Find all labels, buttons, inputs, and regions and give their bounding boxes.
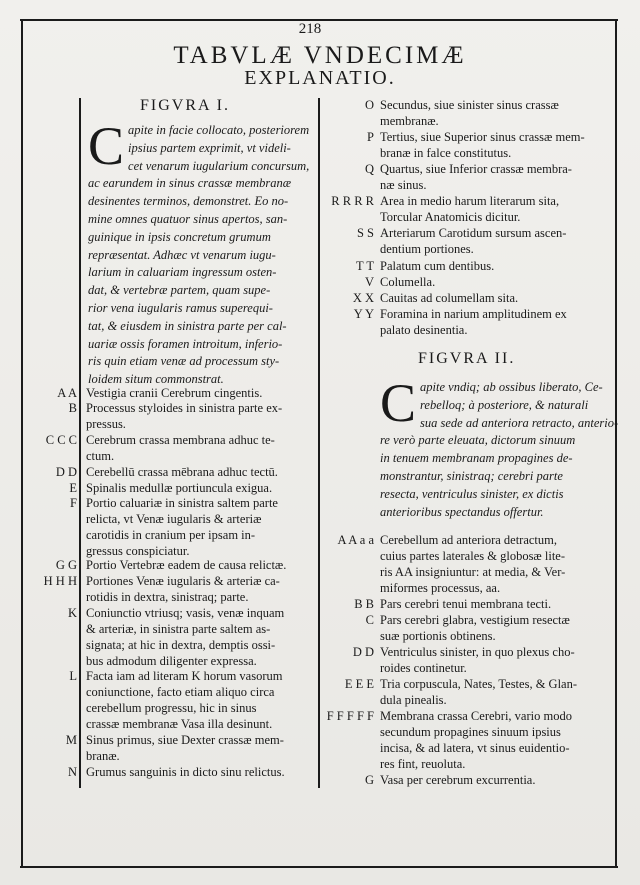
intro-line: rior vena iugularis ramus superequi- (88, 300, 273, 315)
legend-label: Q (364, 162, 374, 176)
legend-label: O (364, 98, 374, 112)
legend-label: K (67, 606, 77, 620)
figure-1-intro (88, 116, 313, 389)
legend-text-line: Cerebrum crassa membrana adhuc te- (86, 433, 275, 447)
legend-text-line: Cerebellum ad anteriora detractum, (380, 533, 558, 547)
intro-line: mine omnes quatuor sinus apertos, san- (88, 211, 288, 226)
figure-2-heading: FIGVRA II. (418, 350, 516, 367)
legend-label: L (69, 669, 77, 683)
legend-text-line: Columella. (380, 275, 436, 289)
intro-line: resecta, ventriculus sinister, ex dictis (380, 486, 564, 501)
legend-text-line: relicta, vt Venæ iugularis & arteriæ (86, 512, 262, 526)
intro-line: ris quin etiam venæ ad processum sty- (88, 354, 280, 369)
legend-text-line: Cerebellū crassa mēbrana adhuc tectū. (86, 465, 278, 479)
legend-label: E (69, 481, 77, 495)
intro-line: guinique in ipsis concretum grumum (88, 229, 271, 244)
legend-text-line: Portio Vertebræ eadem de causa relictæ. (86, 558, 287, 572)
legend-label: D D (352, 645, 374, 659)
bottom-rule (20, 866, 618, 868)
legend-text-line: coniunctione, facto etiam aliquo circa (86, 685, 275, 699)
legend-text-line: cuius partes laterales & globosæ lite- (380, 549, 566, 563)
page-title: TABVLÆ VNDECIMÆ (173, 42, 467, 69)
page-subtitle: EXPLANATIO. (244, 67, 396, 89)
legend-text-line: gressus conspiciatur. (86, 544, 190, 558)
intro-line: tat, & eiusdem in sinistra parte per cal- (88, 318, 287, 333)
intro-line: sua sede ad anteriora retracto, anterio- (420, 415, 619, 430)
intro-line: dat, & vertebræ partem, quam supe- (88, 283, 271, 298)
legend-text-line: Pars cerebri glabra, vestigium resectæ (380, 613, 570, 627)
legend-text-line: & arteriæ, in sinistra parte saltem as- (86, 622, 271, 636)
legend-text-line: miformes processus, aa. (380, 581, 501, 595)
legend-text-line: Tertius, siue Superior sinus crassæ mem- (380, 130, 585, 144)
intro-line: uariæ ossis foramen introitum, inferio- (88, 336, 283, 351)
intro-line: rebelloq; à posteriore, & naturali (420, 397, 589, 412)
legend-label: B B (354, 597, 374, 611)
legend-text-line: branæ. (86, 749, 120, 763)
legend-text-line: crassæ membranæ Vasa illa desinunt. (86, 717, 273, 731)
drop-cap: C (380, 373, 417, 433)
legend-label: C (365, 613, 374, 627)
legend-text-line: Quartus, siue Inferior crassæ membra- (380, 162, 572, 176)
legend-label: G G (55, 558, 77, 572)
legend-text-line: secundum propagines sinuum ipsius (380, 725, 561, 739)
legend-text-line: signata; at hic in dextra, demptis ossi- (86, 638, 276, 652)
right-frame-rule (615, 20, 617, 868)
legend-text-line: næ sinus. (380, 178, 427, 192)
legend-label: Y Y (353, 307, 374, 321)
legend-label: N (67, 765, 77, 779)
intro-line: apite in facie collocato, posteriorem (128, 123, 310, 137)
legend-text-line: pressus. (86, 417, 126, 431)
legend-label: T T (356, 259, 374, 273)
intro-line: cet venarum iugularium concursum, (128, 158, 310, 173)
legend-text-line: carotidis in cranium per ipsam in- (86, 528, 256, 542)
legend-label: A A a a (337, 533, 374, 547)
figure-1-heading: FIGVRA I. (140, 97, 231, 114)
legend-label: C C C (45, 433, 77, 447)
legend-label: G (364, 773, 374, 787)
legend-text-line: Portio caluariæ in sinistra saltem parte (86, 496, 278, 510)
legend-label: V (364, 275, 374, 289)
figure-2-intro (380, 373, 619, 521)
legend-label: F F F F F (326, 709, 374, 723)
legend-text-line: Ventriculus sinister, in quo plexus cho- (380, 645, 575, 659)
intro-line: larium in caluariam ingressum osten- (88, 265, 277, 280)
legend-text-line: Coniunctio vtriusq; vasis, venæ inquam (86, 606, 285, 620)
page-number: 218 (298, 21, 322, 37)
legend-text-line: Foramina in narium amplitudinem ex (380, 307, 567, 321)
drop-cap: C (88, 116, 125, 176)
legend-label: X X (352, 291, 374, 305)
legend-text-line: Vestigia cranii Cerebrum cingentis. (86, 386, 263, 400)
legend-text-line: Tria corpuscula, Nates, Testes, & Glan- (380, 677, 578, 691)
legend-text-line: res fint, reuoluta. (380, 757, 466, 771)
legend-text-line: Area in medio harum literarum sita, (380, 194, 560, 208)
intro-line: monstrantur, sinistraq; cerebri parte (380, 468, 563, 483)
intro-line: anterioribus spectandus offertur. (380, 504, 544, 519)
legend-text-line: ris AA insigniuntur: at media, & Ver- (380, 565, 566, 579)
legend-text-line: Membrana crassa Cerebri, vario modo (380, 709, 572, 723)
legend-label: H H H (43, 574, 77, 588)
intro-line: re verò parte eleuata, dictorum sinuum (380, 433, 576, 448)
legend-label: S S (356, 226, 374, 240)
legend-text-line: cerebellum progressu, hic in sinus (86, 701, 257, 715)
legend-text-line: Torcular Anatomicis dicitur. (380, 210, 521, 224)
legend-text-line: dula pinealis. (380, 693, 447, 707)
legend-text-line: Facta iam ad literam K horum vasorum (86, 669, 283, 683)
intro-line: desinentes terminos, demonstret. Eo no- (88, 194, 289, 209)
legend-text-line: incisa, & ad latera, vt sinus euidentio- (380, 741, 570, 755)
legend-label: E E E (344, 677, 374, 691)
intro-line: ipsius partem exprimit, vt videli- (128, 140, 291, 155)
legend-label: R R R R (331, 194, 374, 208)
legend-text-line: Vasa per cerebrum excurrentia. (380, 773, 536, 787)
intro-line: ac earundem in sinus crassæ membranæ (88, 176, 292, 191)
legend-text-line: palato desinentia. (380, 323, 468, 337)
legend-text-line: branæ in falce constitutus. (380, 146, 512, 160)
legend-label: P (367, 130, 374, 144)
legend-label: M (65, 733, 77, 747)
legend-text-line: ctum. (86, 449, 115, 463)
legend-text-line: Arteriarum Carotidum sursum ascen- (380, 226, 567, 240)
legend-label: A A (57, 386, 77, 400)
left-label-rule (79, 98, 81, 788)
legend-text-line: Sinus primus, siue Dexter crassæ mem- (86, 733, 284, 747)
legend-text-line: Secundus, siue sinister sinus crassæ (380, 98, 559, 112)
legend-text-line: dentium portiones. (380, 242, 474, 256)
intro-line: loidem situm commonstrat. (88, 372, 224, 387)
legend-text-line: roides continetur. (380, 661, 467, 675)
legend-text-line: Grumus sanguinis in dicto sinu relictus. (86, 765, 285, 779)
intro-line: repræsentat. Adhæc vt venarum iugu- (88, 247, 276, 262)
legend-text-line: membranæ. (380, 114, 439, 128)
legend-text-line: Pars cerebri tenui membrana tecti. (380, 597, 552, 611)
legend-text-line: Cauitas ad columellam sita. (380, 291, 519, 305)
legend-label: B (68, 401, 77, 415)
legend-text-line: suæ portionis obtinens. (380, 629, 496, 643)
legend-text-line: Processus styloides in sinistra parte ex- (86, 401, 283, 415)
legend-label: F (70, 496, 77, 510)
legend-text-line: Portiones Venæ iugularis & arteriæ ca- (86, 574, 280, 588)
legend-text-line: rotidis in dextra, sinistraq; parte. (86, 590, 249, 604)
legend-text-line: bus admodum diligenter expressa. (86, 654, 257, 668)
intro-line: in tenuem membranam propagines de- (380, 451, 573, 466)
intro-line: apite vndiq; ab ossibus liberato, Ce- (420, 380, 603, 394)
legend-label: D D (55, 465, 77, 479)
legend-text-line: Palatum cum dentibus. (380, 259, 495, 273)
legend-text-line: Spinalis medullæ portiuncula exigua. (86, 481, 273, 495)
